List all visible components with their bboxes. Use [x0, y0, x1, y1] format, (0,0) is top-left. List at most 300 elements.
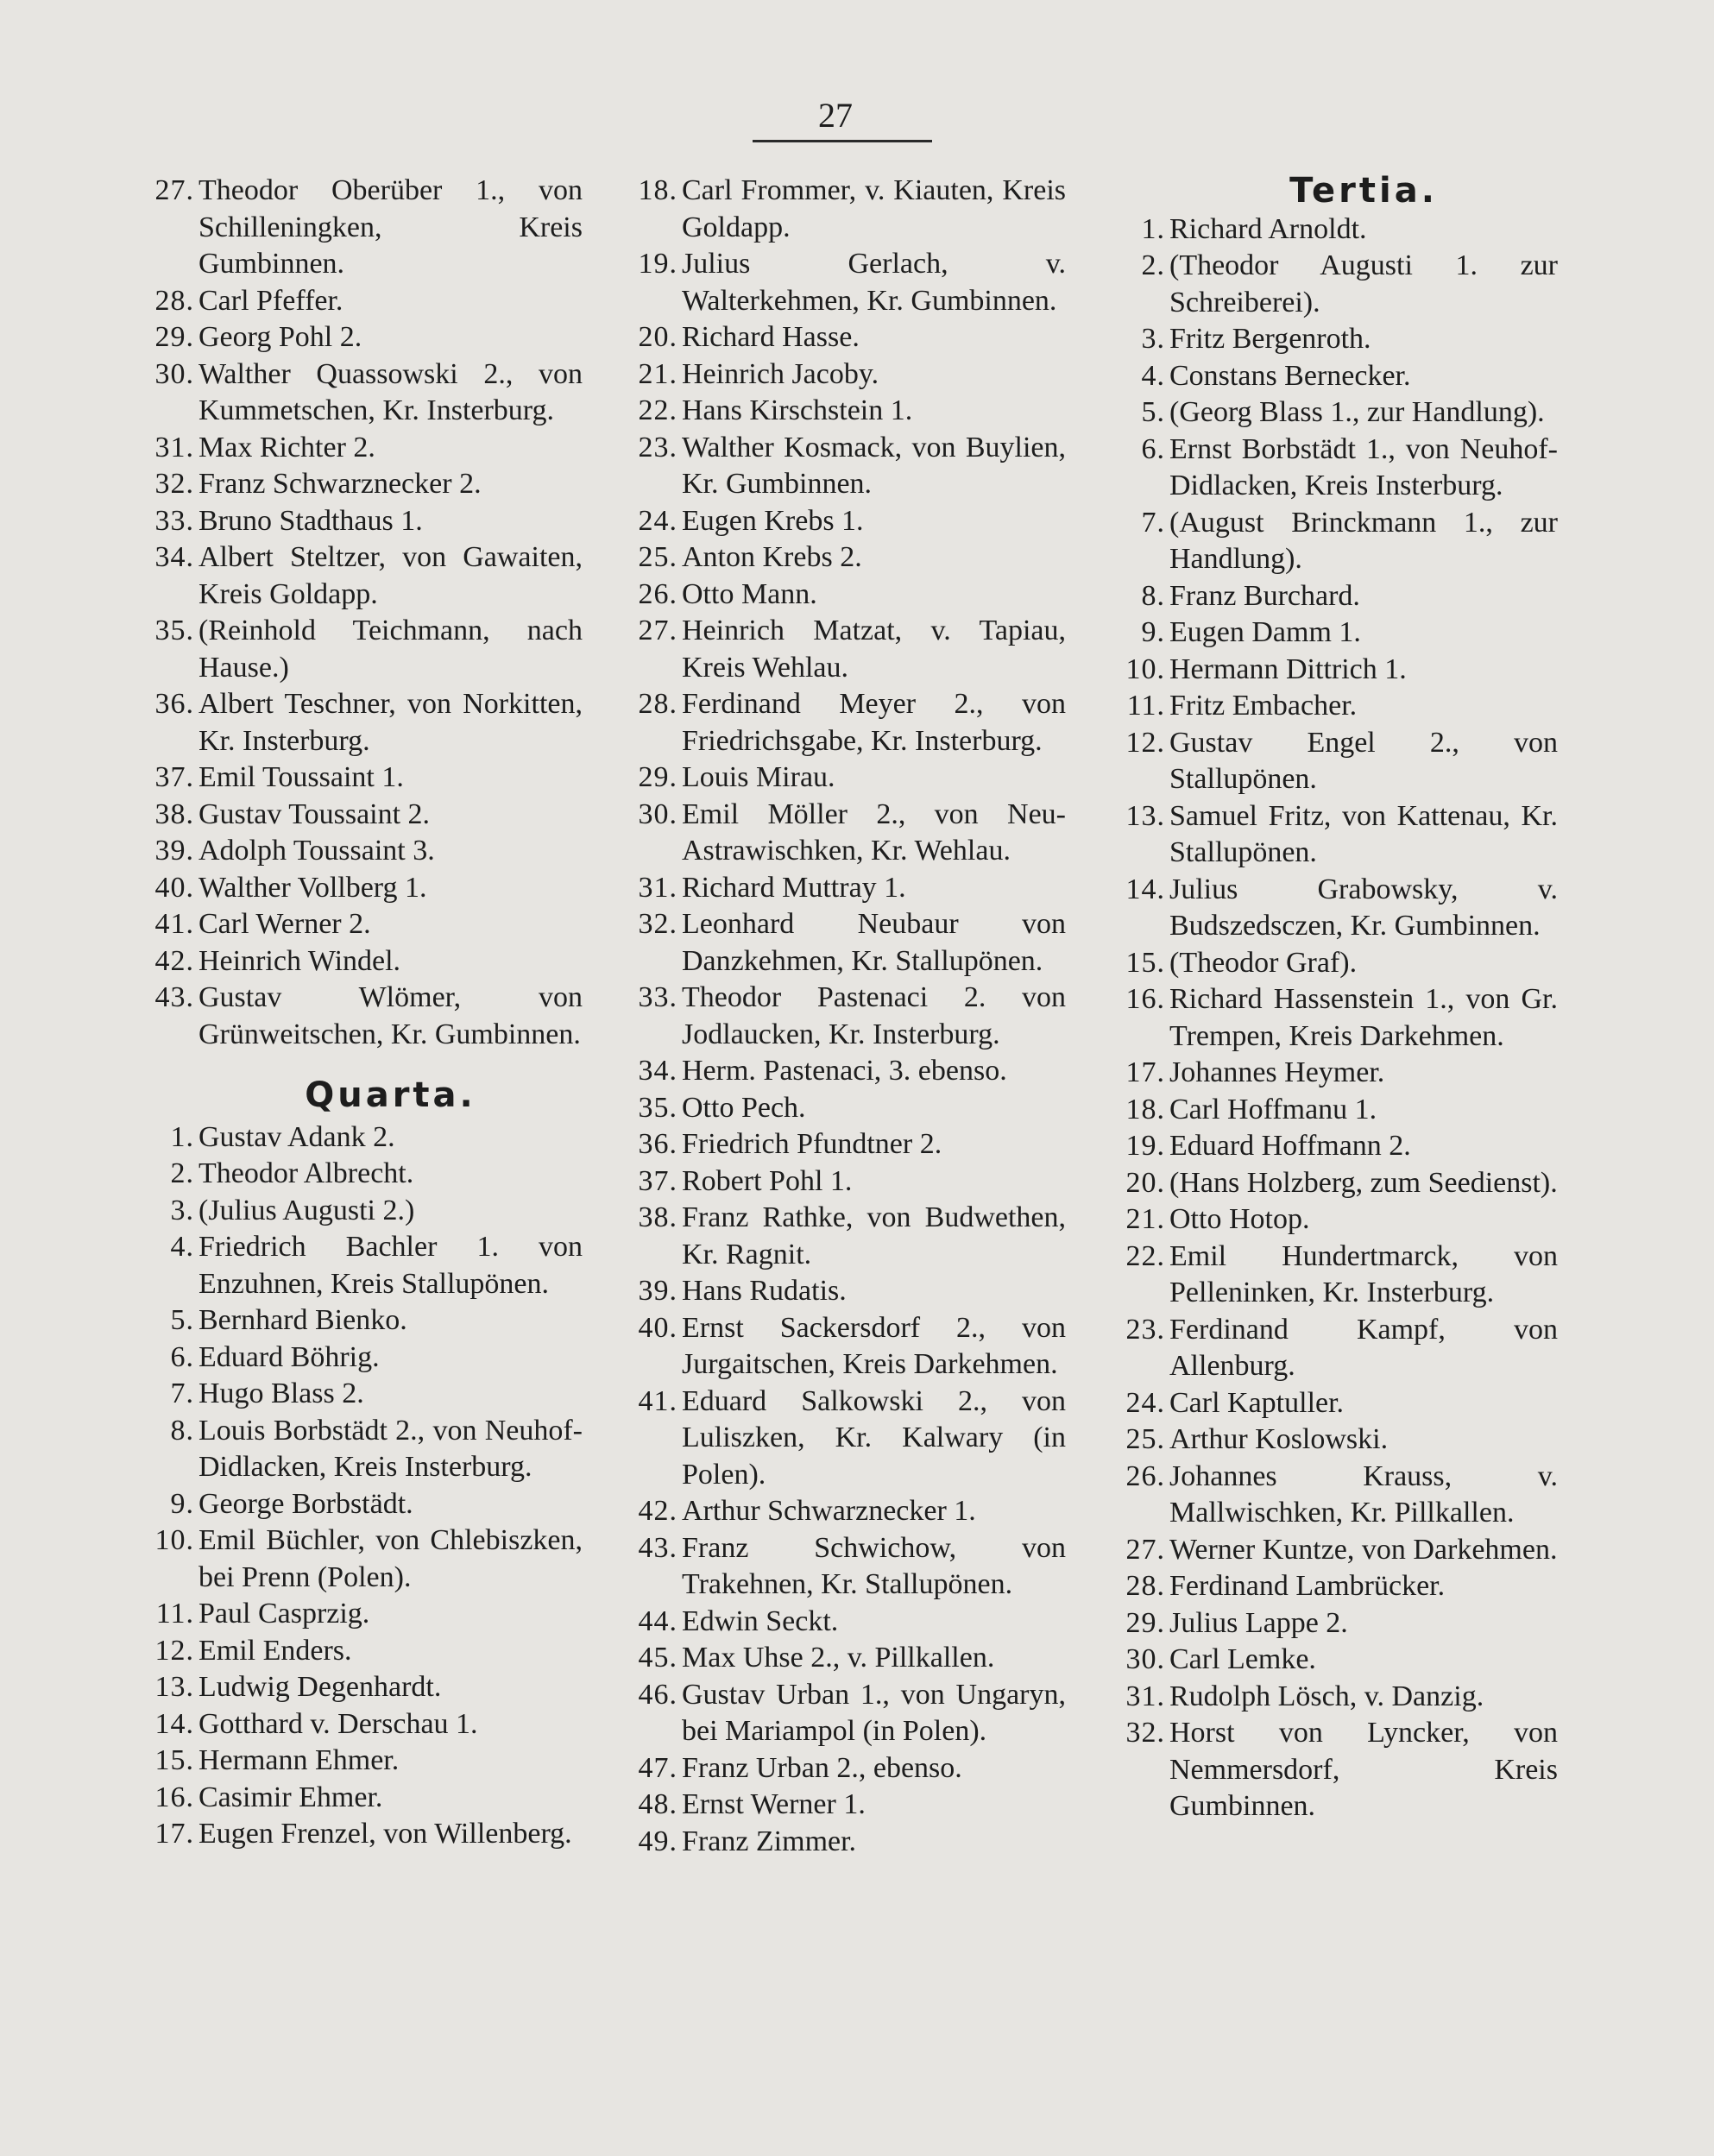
list-item	[613, 1273, 1066, 1310]
list-item	[613, 1310, 1066, 1384]
entry-text: Eduard Hoffmann 2.	[1169, 1130, 1411, 1162]
list-item	[1100, 1239, 1558, 1312]
entry-text: Constans Bernecker.	[1169, 359, 1411, 392]
entry-text: Carl Frommer, v. Kiauten, Kreis Goldapp.	[682, 174, 1066, 243]
entry-text: Ernst Sackersdorf 2., von Jurgaitschen, Kreis Darkehmen.	[682, 1311, 1066, 1380]
list-item	[613, 1163, 1066, 1201]
list-item	[1100, 211, 1558, 249]
list-item	[129, 539, 583, 613]
list-item	[129, 870, 583, 907]
entry-text: (Theodor Graf).	[1169, 946, 1358, 979]
entry-number: 40.	[154, 871, 194, 904]
entry-text: Robert Pohl 1.	[682, 1164, 853, 1197]
entry-text: Carl Lemke.	[1169, 1643, 1316, 1675]
list-item	[1100, 1312, 1558, 1385]
list-item	[129, 1119, 583, 1157]
entry-number: 19.	[1125, 1130, 1165, 1162]
entry-number: 46.	[638, 1678, 677, 1711]
entry-number: 30.	[638, 797, 677, 830]
list-item	[129, 1340, 583, 1377]
list-item	[613, 1384, 1066, 1494]
list-item	[1100, 358, 1558, 395]
entry-number: 32.	[638, 908, 677, 940]
entry-number: 34.	[154, 541, 194, 573]
entry-text: Richard Hasse.	[682, 321, 860, 353]
list-item	[129, 1706, 583, 1743]
section-title: Tertia.	[1289, 171, 1438, 211]
entry-number: 4.	[1141, 359, 1165, 392]
entry-number: 28.	[1125, 1570, 1165, 1602]
entry-text: Friedrich Bachler 1. von Enzuhnen, Kreis Stallupönen.	[198, 1231, 583, 1300]
entry-text: Gustav Urban 1., von Ungaryn, bei Mariampol (in Polen).	[682, 1678, 1066, 1747]
entry-text: Rudolph Lösch, v. Danzig.	[1169, 1680, 1484, 1712]
entry-text: Emil Enders.	[198, 1634, 352, 1667]
entry-text: Samuel Fritz, von Kattenau, Kr. Stallupönen.	[1169, 799, 1558, 868]
entry-text: (Georg Blass 1., zur Handlung).	[1169, 396, 1545, 428]
entry-text: Otto Pech.	[682, 1091, 806, 1124]
entry-text: Franz Schwichow, von Trakehnen, Kr. Stallupönen.	[682, 1531, 1066, 1600]
list-item	[613, 1750, 1066, 1787]
entry-number: 28.	[154, 284, 194, 317]
list-item	[129, 1816, 583, 1853]
entry-text: Arthur Schwarznecker 1.	[682, 1495, 976, 1527]
list-item	[1100, 615, 1558, 652]
list-item	[1100, 1422, 1558, 1459]
entry-number: 15.	[154, 1744, 194, 1776]
entry-number: 38.	[638, 1201, 677, 1233]
entry-number: 25.	[638, 541, 677, 573]
entry-number: 7.	[170, 1377, 194, 1409]
entry-text: Louis Borbstädt 2., von Neuhof-Didlacken, Kreis Insterburg.	[198, 1414, 583, 1483]
list-item	[129, 319, 583, 356]
entry-text: Hermann Dittrich 1.	[1169, 652, 1407, 685]
list-item	[1100, 505, 1558, 578]
list-item	[1100, 1679, 1558, 1716]
entry-number: 15.	[1125, 946, 1165, 979]
entry-number: 22.	[1125, 1239, 1165, 1272]
entry-number: 34.	[638, 1055, 677, 1087]
entry-number: 9.	[1141, 616, 1165, 648]
entry-number: 27.	[154, 174, 194, 206]
entry-number: 19.	[638, 248, 677, 280]
list-item	[613, 1053, 1066, 1090]
entry-text: Carl Werner 2.	[198, 908, 371, 940]
list-item	[1100, 1605, 1558, 1642]
entry-text: Ernst Werner 1.	[682, 1788, 866, 1820]
entry-text: Max Richter 2.	[198, 431, 375, 463]
entry-number: 17.	[154, 1818, 194, 1850]
entry-text: Emil Hundertmarck, von Pelleninken, Kr. Insterburg.	[1169, 1239, 1558, 1308]
list-item	[129, 760, 583, 797]
list-item	[1100, 1165, 1558, 1202]
list-item	[613, 246, 1066, 319]
entry-text: Otto Hotop.	[1169, 1203, 1310, 1235]
entry-text: Werner Kuntze, von Darkehmen.	[1169, 1533, 1558, 1566]
list-item	[613, 1824, 1066, 1861]
list-item	[129, 906, 583, 943]
list-item	[613, 1604, 1066, 1641]
entry-text: Johannes Heymer.	[1169, 1056, 1385, 1088]
list-item	[129, 283, 583, 320]
entry-text: Walther Vollberg 1.	[198, 871, 427, 904]
entry-number: 14.	[1125, 873, 1165, 905]
list-item	[1100, 1128, 1558, 1165]
list-item	[613, 319, 1066, 356]
entry-number: 1.	[1141, 212, 1165, 245]
entry-text: Julius Lappe 2.	[1169, 1606, 1348, 1639]
entry-text: Carl Hoffmanu 1.	[1169, 1093, 1377, 1125]
entry-text: Eduard Salkowski 2., von Luliszken, Kr. Kalwary (in Polen).	[682, 1384, 1066, 1491]
list-item	[1100, 248, 1558, 321]
list-item	[129, 430, 583, 467]
entry-number: 37.	[154, 761, 194, 793]
entry-text: Ferdinand Meyer 2., von Friedrichsgabe, Kr. Insterburg.	[682, 688, 1066, 757]
entry-number: 35.	[638, 1091, 677, 1124]
entry-text: Emil Toussaint 1.	[198, 761, 404, 793]
list-item	[613, 797, 1066, 870]
entry-text: Richard Arnoldt.	[1169, 212, 1367, 245]
entry-text: Anton Krebs 2.	[682, 541, 862, 573]
entry-text: Heinrich Matzat, v. Tapiau, Kreis Wehlau.	[682, 615, 1066, 684]
entry-text: Adolph Toussaint 3.	[198, 835, 435, 867]
entry-text: Richard Muttray 1.	[682, 871, 906, 904]
entry-number: 48.	[638, 1788, 677, 1820]
entry-text: Julius Grabowsky, v. Budszedsczen, Kr. Gumbinnen.	[1169, 873, 1558, 942]
entry-number: 13.	[1125, 799, 1165, 832]
entry-text: Max Uhse 2., v. Pillkallen.	[682, 1642, 995, 1674]
entry-number: 27.	[1125, 1533, 1165, 1566]
entry-number: 13.	[154, 1671, 194, 1703]
list-item	[1100, 1642, 1558, 1679]
list-item	[613, 686, 1066, 760]
list-item	[1100, 1201, 1558, 1239]
list-item	[1100, 1568, 1558, 1605]
list-item	[129, 686, 583, 760]
list-item	[613, 1677, 1066, 1750]
entry-number: 49.	[638, 1825, 677, 1857]
entry-number: 32.	[154, 468, 194, 500]
entry-number: 16.	[1125, 983, 1165, 1015]
entry-number: 30.	[1125, 1643, 1165, 1675]
entry-text: Franz Rathke, von Budwethen, Kr. Ragnit.	[682, 1201, 1066, 1270]
entry-text: Edwin Seckt.	[682, 1604, 839, 1637]
entry-text: Ernst Borbstädt 1., von Neuhof-Didlacken, Kreis Insterburg.	[1169, 432, 1558, 501]
entry-text: Carl Pfeffer.	[198, 284, 343, 317]
entry-text: Fritz Embacher.	[1169, 690, 1358, 722]
entry-text: Bruno Stadthaus 1.	[198, 504, 423, 537]
list-item	[613, 539, 1066, 577]
list-item	[1100, 321, 1558, 358]
entry-text: Friedrich Pfundtner 2.	[682, 1128, 942, 1160]
list-item	[1100, 725, 1558, 798]
entry-text: Hans Kirschstein 1.	[682, 394, 913, 426]
list-item	[613, 503, 1066, 540]
entry-text: Theodor Oberüber 1., von Schilleningken, Kreis Gumbinnen.	[198, 174, 583, 280]
entry-number: 7.	[1141, 506, 1165, 539]
list-item	[129, 503, 583, 540]
list-item	[1100, 578, 1558, 615]
list-item	[1100, 1092, 1558, 1129]
entry-number: 20.	[638, 321, 677, 353]
list-item	[613, 870, 1066, 907]
entry-number: 41.	[638, 1384, 677, 1417]
list-item	[129, 613, 583, 686]
entry-text: Carl Kaptuller.	[1169, 1386, 1345, 1419]
entry-number: 6.	[1141, 432, 1165, 465]
entry-text: Gustav Engel 2., von Stallupönen.	[1169, 726, 1558, 795]
entry-number: 11.	[1126, 690, 1165, 722]
entry-text: Louis Mirau.	[682, 761, 835, 793]
list-item	[613, 1530, 1066, 1604]
list-item	[613, 577, 1066, 614]
list-item	[1100, 981, 1558, 1055]
entry-number: 31.	[154, 431, 194, 463]
entry-text: Hans Rudatis.	[682, 1275, 847, 1307]
entry-number: 2.	[170, 1157, 194, 1189]
entry-number: 2.	[1141, 249, 1165, 281]
list-item	[613, 1640, 1066, 1677]
list-item	[613, 356, 1066, 394]
entry-number: 35.	[154, 615, 194, 646]
list-item	[613, 173, 1066, 246]
column-middle	[613, 173, 1066, 1860]
entry-text: Theodor Albrecht.	[198, 1157, 414, 1189]
entry-text: Gustav Adank 2.	[198, 1120, 395, 1153]
list-item	[1100, 1459, 1558, 1532]
entry-number: 17.	[1125, 1056, 1165, 1088]
entry-number: 43.	[154, 981, 194, 1013]
list-item	[1100, 1055, 1558, 1092]
entry-text: Ferdinand Kampf, von Allenburg.	[1169, 1313, 1558, 1382]
entry-text: (Reinhold Teichmann, nach Hause.)	[198, 615, 583, 684]
list-item	[129, 1376, 583, 1413]
list-item	[613, 1126, 1066, 1163]
entry-text: Otto Mann.	[682, 577, 817, 610]
entry-number: 47.	[638, 1751, 677, 1784]
entry-number: 26.	[638, 577, 677, 610]
entry-text: Paul Casprzig.	[198, 1598, 370, 1630]
entry-number: 14.	[154, 1707, 194, 1740]
entry-number: 18.	[1125, 1093, 1165, 1125]
entry-number: 29.	[638, 761, 677, 793]
entry-number: 12.	[154, 1634, 194, 1667]
entry-text: (August Brinckmann 1., zur Handlung).	[1169, 506, 1558, 575]
entry-number: 43.	[638, 1531, 677, 1564]
entry-text: Georg Pohl 2.	[198, 321, 362, 353]
list-item	[1100, 798, 1558, 872]
column-left	[129, 173, 583, 1853]
entry-number: 41.	[154, 908, 194, 940]
entry-text: (Hans Holzberg, zum Seedienst).	[1169, 1166, 1558, 1199]
list-item	[1100, 1385, 1558, 1422]
list-item	[129, 1486, 583, 1523]
list-item	[613, 613, 1066, 686]
entry-number: 10.	[154, 1524, 194, 1556]
entry-number: 31.	[638, 871, 677, 904]
list-item	[129, 1596, 583, 1633]
entry-text: (Julius Augusti 2.)	[198, 1194, 415, 1226]
entry-text: Franz Burchard.	[1169, 579, 1360, 612]
entry-number: 21.	[638, 357, 677, 390]
entry-number: 42.	[154, 944, 194, 977]
header-rule	[753, 140, 932, 142]
entry-text: Albert Teschner, von Norkitten, Kr. Insterburg.	[198, 688, 583, 757]
list-item	[613, 430, 1066, 503]
list-item	[129, 1522, 583, 1596]
list-item	[129, 797, 583, 834]
list-item	[1100, 652, 1558, 689]
entry-text: Gustav Wlömer, von Grünweitschen, Kr. Gumbinnen.	[198, 981, 583, 1050]
entry-number: 1.	[170, 1120, 194, 1153]
list-item	[1100, 432, 1558, 505]
list-item	[1100, 688, 1558, 725]
entry-number: 29.	[154, 321, 194, 353]
list-item	[129, 1633, 583, 1670]
entry-number: 33.	[638, 981, 677, 1013]
entry-number: 44.	[638, 1604, 677, 1637]
entry-number: 39.	[154, 835, 194, 867]
entry-number: 42.	[638, 1495, 677, 1527]
list-item	[129, 1669, 583, 1706]
list-item	[613, 1493, 1066, 1530]
list-item	[1100, 394, 1558, 432]
entry-number: 25.	[1125, 1423, 1165, 1455]
list-item	[129, 1413, 583, 1486]
entry-number: 24.	[1125, 1386, 1165, 1419]
entry-text: Herm. Pastenaci, 3. ebenso.	[682, 1055, 1007, 1087]
entry-number: 24.	[638, 504, 677, 537]
entry-text: Arthur Koslowski.	[1169, 1423, 1389, 1455]
list-item	[613, 393, 1066, 430]
list-item	[129, 1156, 583, 1193]
list-item	[129, 1780, 583, 1817]
list-item	[613, 1200, 1066, 1273]
list-item	[613, 1090, 1066, 1127]
entry-number: 10.	[1125, 652, 1165, 685]
list-item	[129, 943, 583, 980]
list-item	[129, 1302, 583, 1340]
entry-text: Franz Schwarznecker 2.	[198, 468, 482, 500]
entry-text: Emil Möller 2., von Neu-Astrawischken, Kr. Wehlau.	[682, 797, 1066, 867]
list-item	[613, 980, 1066, 1053]
entry-number: 39.	[638, 1275, 677, 1307]
list-item	[1100, 1532, 1558, 1569]
entry-number: 18.	[638, 174, 677, 206]
list-item	[613, 760, 1066, 797]
entry-number: 5.	[170, 1304, 194, 1336]
list-item	[129, 980, 583, 1053]
entry-text: Gustav Toussaint 2.	[198, 797, 431, 830]
list-item	[129, 466, 583, 503]
entry-text: Franz Urban 2., ebenso.	[682, 1751, 962, 1784]
entry-number: 30.	[154, 357, 194, 390]
entry-number: 33.	[154, 504, 194, 537]
entry-number: 8.	[1141, 579, 1165, 612]
entry-text: Walther Quassowski 2., von Kummetschen, Kr. Insterburg.	[198, 357, 583, 426]
list-item	[1100, 1715, 1558, 1825]
entry-text: Franz Zimmer.	[682, 1825, 857, 1857]
entry-number: 6.	[170, 1340, 194, 1373]
list-item	[1100, 945, 1558, 982]
entry-number: 36.	[154, 688, 194, 720]
list-item	[613, 1787, 1066, 1824]
entry-number: 40.	[638, 1311, 677, 1344]
list-item	[129, 173, 583, 283]
entry-text: Hermann Ehmer.	[198, 1744, 400, 1776]
entry-text: Julius Gerlach, v. Walterkehmen, Kr. Gumbinnen.	[682, 248, 1066, 317]
list-item	[613, 906, 1066, 980]
entry-text: Eduard Böhrig.	[198, 1340, 380, 1373]
entry-text: Richard Hassenstein 1., von Gr. Trempen, Kreis Darkehmen.	[1169, 983, 1558, 1052]
entry-number: 45.	[638, 1642, 677, 1674]
entry-number: 26.	[1125, 1459, 1165, 1492]
column-right	[1100, 173, 1558, 1825]
entry-text: Theodor Pastenaci 2. von Jodlaucken, Kr. Insterburg.	[682, 981, 1066, 1050]
entry-text: Emil Büchler, von Chlebiszken, bei Prenn (Polen).	[198, 1524, 583, 1593]
entry-text: Albert Steltzer, von Gawaiten, Kreis Goldapp.	[198, 541, 583, 610]
entry-text: Eugen Damm 1.	[1169, 616, 1361, 648]
entry-text: George Borbstädt.	[198, 1487, 413, 1520]
entry-number: 38.	[154, 797, 194, 830]
entry-text: Heinrich Jacoby.	[682, 357, 879, 390]
entry-number: 16.	[154, 1781, 194, 1813]
entry-number: 36.	[638, 1128, 677, 1160]
list-item	[129, 356, 583, 430]
entry-text: Johannes Krauss, v. Mallwischken, Kr. Pillkallen.	[1169, 1459, 1558, 1529]
entry-text: Horst von Lyncker, von Nemmersdorf, Kreis Gumbinnen.	[1169, 1717, 1558, 1822]
entry-text: Walther Kosmack, von Buylien, Kr. Gumbinnen.	[682, 431, 1066, 500]
entry-number: 3.	[170, 1194, 194, 1226]
list-item	[129, 1743, 583, 1780]
entry-text: Fritz Bergenroth.	[1169, 323, 1371, 355]
entry-number: 5.	[1141, 396, 1165, 428]
entry-number: 3.	[1141, 323, 1165, 355]
entry-text: Ludwig Degenhardt.	[198, 1671, 442, 1703]
entry-number: 23.	[1125, 1313, 1165, 1346]
entry-text: Heinrich Windel.	[198, 944, 401, 977]
list-item	[129, 833, 583, 870]
entry-number: 29.	[1125, 1606, 1165, 1639]
entry-number: 31.	[1125, 1680, 1165, 1712]
entry-number: 27.	[638, 615, 677, 646]
entry-text: Hugo Blass 2.	[198, 1377, 364, 1409]
entry-number: 21.	[1125, 1203, 1165, 1235]
entry-number: 22.	[638, 394, 677, 426]
entry-text: (Theodor Augusti 1. zur Schreiberei).	[1169, 249, 1558, 318]
entry-number: 20.	[1125, 1166, 1165, 1199]
entry-text: Eugen Frenzel, von Willenberg.	[198, 1818, 572, 1850]
entry-number: 23.	[638, 431, 677, 463]
section-title: Quarta.	[305, 1075, 476, 1115]
entry-number: 8.	[170, 1414, 194, 1447]
entry-number: 12.	[1125, 726, 1165, 759]
entry-number: 37.	[638, 1164, 677, 1197]
entry-text: Ferdinand Lambrücker.	[1169, 1570, 1446, 1602]
page-number: 27	[818, 96, 853, 135]
entry-text: Casimir Ehmer.	[198, 1781, 383, 1813]
list-item	[1100, 872, 1558, 945]
entry-number: 11.	[155, 1598, 194, 1630]
entry-text: Leonhard Neubaur von Danzkehmen, Kr. Stallupönen.	[682, 908, 1066, 977]
list-item	[129, 1229, 583, 1302]
entry-number: 9.	[170, 1487, 194, 1520]
entry-number: 4.	[170, 1231, 194, 1263]
entry-number: 32.	[1125, 1717, 1165, 1749]
entry-text: Eugen Krebs 1.	[682, 504, 864, 537]
list-item	[129, 1193, 583, 1230]
entry-text: Gotthard v. Derschau 1.	[198, 1707, 478, 1740]
entry-number: 28.	[638, 688, 677, 720]
